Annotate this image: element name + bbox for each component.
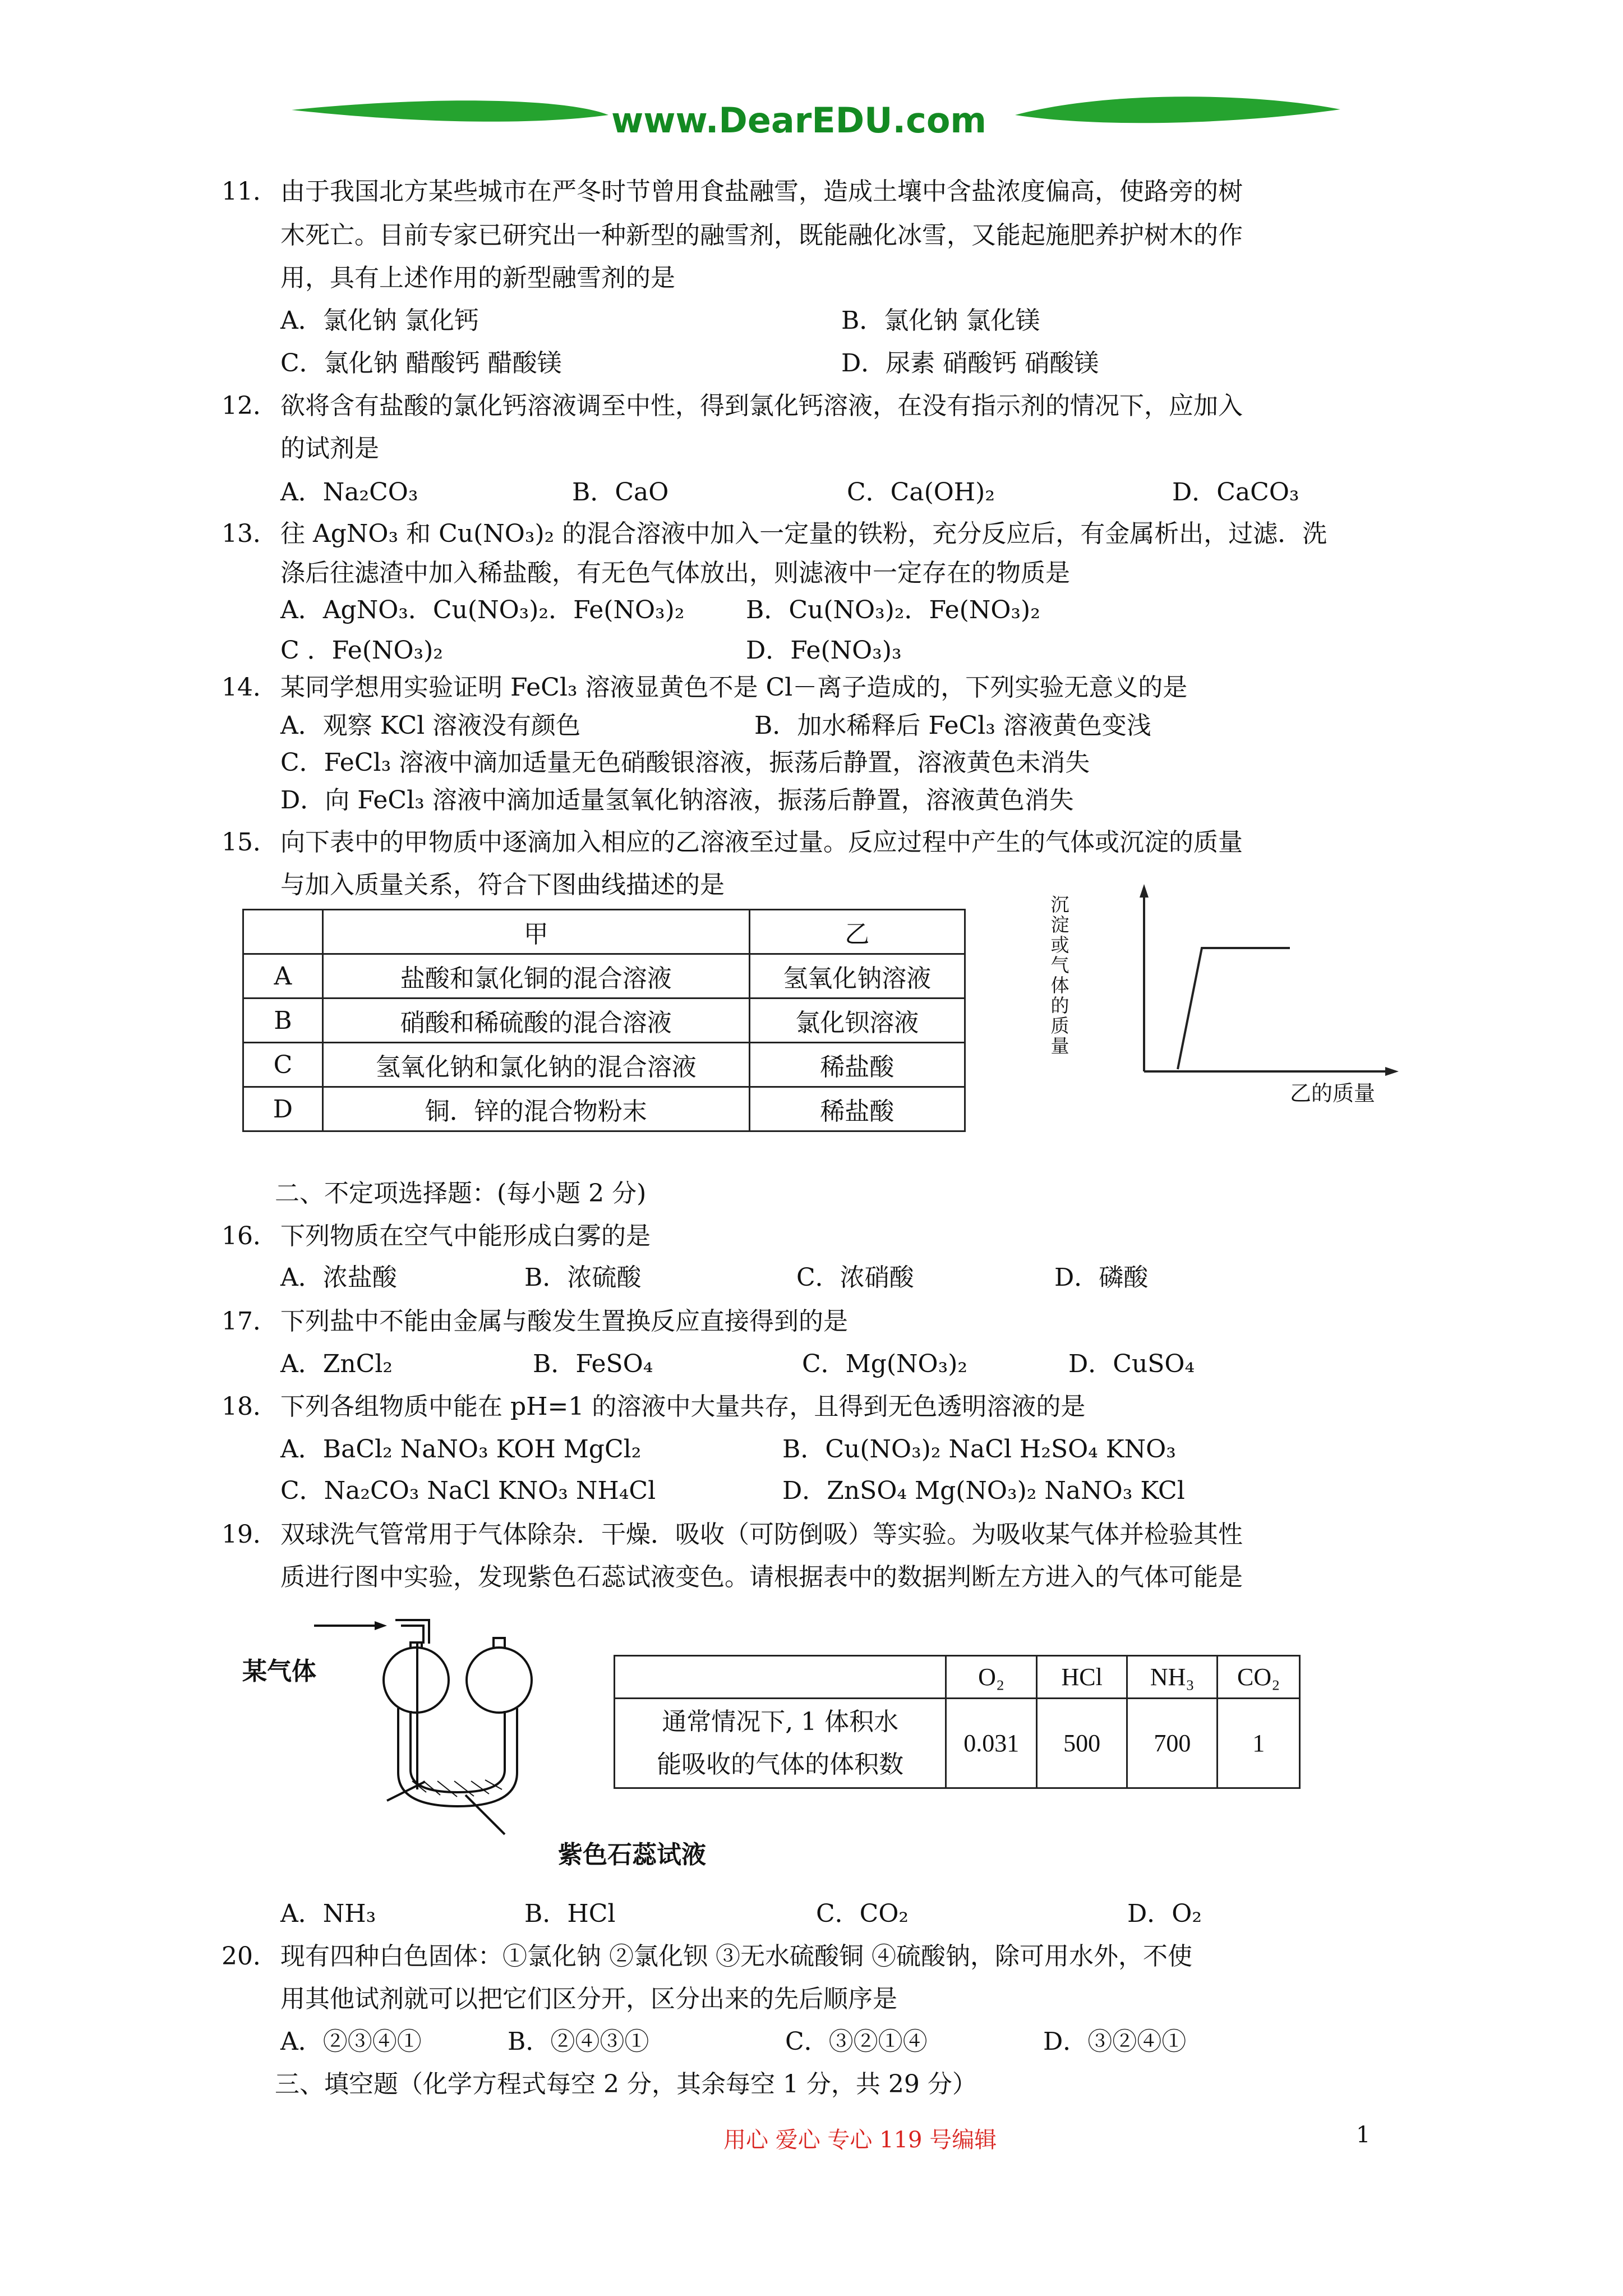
q18-number: 18． [222,1392,278,1421]
right-bulb [467,1648,532,1713]
table-cell: 1 [1218,1699,1300,1788]
table-header-cell: O₂ [946,1656,1037,1699]
q16-option-c: C．浓硝酸 [796,1263,914,1292]
table-row [243,999,965,1043]
table-row [243,1043,965,1087]
q17-number: 17． [222,1307,278,1336]
q12-option-d: D．CaCO₃ [1172,478,1299,507]
table-cell: 0.031 [946,1699,1037,1788]
header-banner [0,0,1623,168]
table-header-cell: 甲 [322,910,749,954]
table-cell: 氢氧化钠溶液 [749,954,965,999]
q12-number: 12． [222,392,278,420]
table-cell: A [243,954,323,999]
q14-line1: 某同学想用实验证明 FeCl₃ 溶液显黄色不是 Cl－离子造成的，下列实验无意义的是 [280,673,1188,702]
table-cell: 硝酸和稀硫酸的混合溶液 [322,999,749,1043]
q11-option-a: A．氯化钠 氯化钙 [280,306,479,335]
table-row [243,1087,965,1131]
q13-option-b: B．Cu(NO₃)₂．Fe(NO₃)₂ [746,596,1040,624]
table-header-cell: HCl [1037,1656,1127,1699]
q13-option-c: C ．Fe(NO₃)₂ [280,636,443,665]
y-axis-arrow [1140,884,1149,898]
table-header-row [243,910,965,954]
table-cell: 氢氧化钠和氯化钠的混合溶液 [322,1043,749,1087]
q12-option-c: C．Ca(OH)₂ [847,478,995,507]
q19-option-a: A．NH₃ [280,1899,376,1928]
q14-option-c: C．FeCl₃ 溶液中滴加适量无色硝酸银溶液，振荡后静置，溶液黄色未消失 [280,748,1090,777]
q20-number: 20． [222,1942,278,1971]
table-cell: D [243,1087,323,1131]
table-cell: 氯化钡溶液 [749,999,965,1043]
q20-option-b: B．②④③① [508,2027,649,2056]
q13-line2: 涤后往滤渣中加入稀盐酸，有无色气体放出，则滤液中一定存在的物质是 [280,559,1070,587]
u-tube-inner [411,1711,505,1792]
q12-option-b: B．CaO [572,478,669,507]
table-header-cell: 乙 [749,910,965,954]
q14-number: 14． [222,673,278,702]
table-cell: C [243,1043,323,1087]
q18-line1: 下列各组物质中能在 pH=1 的溶液中大量共存，且得到无色透明溶液的是 [280,1392,1086,1421]
q15-table [242,909,966,1132]
q16-line1: 下列物质在空气中能形成白雾的是 [280,1222,651,1250]
q17-option-b: B．FeSO₄ [533,1350,653,1378]
q13-option-a: A．AgNO₃．Cu(NO₃)₂．Fe(NO₃)₂ [280,596,685,624]
table-row [615,1699,1300,1788]
table-cell: 盐酸和氯化铜的混合溶液 [322,954,749,999]
q19-option-c: C．CO₂ [816,1899,909,1928]
table-cell: B [243,999,323,1043]
q18-option-d: D．ZnSO₄ Mg(NO₃)₂ NaNO₃ KCl [782,1476,1185,1505]
q20-option-a: A．②③④① [280,2027,422,2056]
graph-x-label: 乙的质量 [1290,1081,1376,1106]
q11-option-b: B．氯化钠 氯化镁 [841,306,1040,335]
q17-line1: 下列盐中不能由金属与酸发生置换反应直接得到的是 [280,1307,848,1336]
right-swoosh [1015,96,1340,123]
q19-line1: 双球洗气管常用于气体除杂．干燥．吸收（可防倒吸）等实验。为吸收某气体并检验其性 [280,1520,1243,1549]
label-leader [465,1795,505,1834]
q13-line1: 往 AgNO₃ 和 Cu(NO₃)₂ 的混合溶液中加入一定量的铁粉，充分反应后，有金属析出，过滤．洗 [280,519,1327,548]
table-header-cell [243,910,323,954]
table-row [243,954,965,999]
q15-number: 15． [222,828,278,857]
page-number: 1 [1356,2122,1371,2148]
table-header-cell: NH₃ [1127,1656,1218,1699]
table-header-cell: CO₂ [1218,1656,1300,1699]
q19-number: 19． [222,1520,278,1549]
table-cell: 稀盐酸 [749,1043,965,1087]
row-label-line1: 通常情况下, 1 体积水 [662,1707,899,1736]
q15-line2: 与加入质量关系，符合下图曲线描述的是 [280,871,725,899]
q19-option-d: D．O₂ [1127,1899,1202,1928]
footer-note: 用心 爱心 专心 119 号编辑 [723,2127,997,2153]
table-cell: 铜．锌的混合物粉末 [322,1087,749,1131]
q16-number: 16． [222,1222,278,1250]
gas-washing-apparatus [314,1610,583,1846]
q18-option-c: C．Na₂CO₃ NaCl KNO₃ NH₄Cl [280,1476,656,1505]
q11-line3: 用，具有上述作用的新型融雪剂的是 [280,264,675,292]
gas-label: 某气体 [242,1657,316,1686]
x-axis-arrow [1385,1067,1399,1076]
q14-option-d: D．向 FeCl₃ 溶液中滴加适量氢氧化钠溶液，振荡后静置，溶液黄色消失 [280,786,1074,815]
q20-line1: 现有四种白色固体：①氯化钠 ②氯化钡 ③无水硫酸铜 ④硫酸钠，除可用水外，不使 [280,1942,1192,1971]
q20-line2: 用其他试剂就可以把它们区分开，区分出来的先后顺序是 [280,1985,897,2013]
graph-curve [1178,948,1290,1069]
q11-option-d: D．尿素 硝酸钙 硝酸镁 [841,349,1099,378]
section3-title: 三、填空题（化学方程式每空 2 分，其余每空 1 分，共 29 分） [275,2070,977,2099]
q16-option-b: B．浓硫酸 [524,1263,642,1292]
q20-option-d: D．③②④① [1043,2027,1187,2056]
table-cell: 700 [1127,1699,1218,1788]
liquid-label: 紫色石蕊试液 [558,1841,706,1869]
q17-option-c: C．Mg(NO₃)₂ [802,1350,968,1378]
q16-option-d: D．磷酸 [1054,1263,1149,1292]
q11-option-c: C．氯化钠 醋酸钙 醋酸镁 [280,349,562,378]
gas-arrow-head [375,1621,387,1630]
inlet-tube-inner [401,1626,423,1644]
q11-line2: 木死亡。目前专家已研究出一种新型的融雪剂，既能融化冰雪，又能起施肥养护树木的作 [280,221,1243,250]
q17-option-d: D．CuSO₄ [1068,1350,1195,1378]
q14-option-b: B．加水稀释后 FeCl₃ 溶液黄色变浅 [754,711,1151,740]
q15-line1: 向下表中的甲物质中逐滴加入相应的乙溶液至过量。反应过程中产生的气体或沉淀的质量 [280,828,1243,857]
q12-line1: 欲将含有盐酸的氯化钙溶液调至中性，得到氯化钙溶液，在没有指示剂的情况下，应加入 [280,392,1243,420]
q14-option-a: A．观察 KCl 溶液没有颜色 [280,711,581,740]
left-swoosh [292,100,608,122]
clamp [387,1782,425,1801]
row-label-line2: 能吸收的气体的体积数 [657,1750,904,1779]
q20-option-c: C．③②①④ [785,2027,928,2056]
q12-line2: 的试剂是 [280,434,379,463]
table-header-cell [615,1656,946,1699]
q19-option-b: B．HCl [524,1899,616,1928]
table-header-row [615,1656,1300,1699]
table-cell: 稀盐酸 [749,1087,965,1131]
q19-line2: 质进行图中实验，发现紫色石蕊试液变色。请根据表中的数据判断左方进入的气体可能是 [280,1563,1243,1591]
q19-table [614,1655,1301,1789]
q11-line1: 由于我国北方某些城市在严冬时节曾用食盐融雪，造成土壤中含盐浓度偏高，使路旁的树 [280,177,1243,206]
table-row-label [615,1699,946,1788]
q16-option-a: A．浓盐酸 [280,1263,397,1292]
q12-option-a: A．Na₂CO₃ [280,478,418,507]
q17-option-a: A．ZnCl₂ [280,1350,393,1378]
q13-option-d: D．Fe(NO₃)₃ [746,636,902,665]
section2-title: 二、不定项选择题：(每小题 2 分) [275,1179,647,1208]
q13-number: 13． [222,519,278,548]
q18-option-a: A．BaCl₂ NaNO₃ KOH MgCl₂ [280,1435,642,1464]
graph-y-label: 沉淀或气体的质量 [1050,894,1069,1057]
q18-option-b: B．Cu(NO₃)₂ NaCl H₂SO₄ KNO₃ [782,1435,1176,1464]
site-logo-text: www.DearEDU.com [611,100,987,141]
table-cell: 500 [1037,1699,1127,1788]
q11-number: 11． [222,177,278,206]
